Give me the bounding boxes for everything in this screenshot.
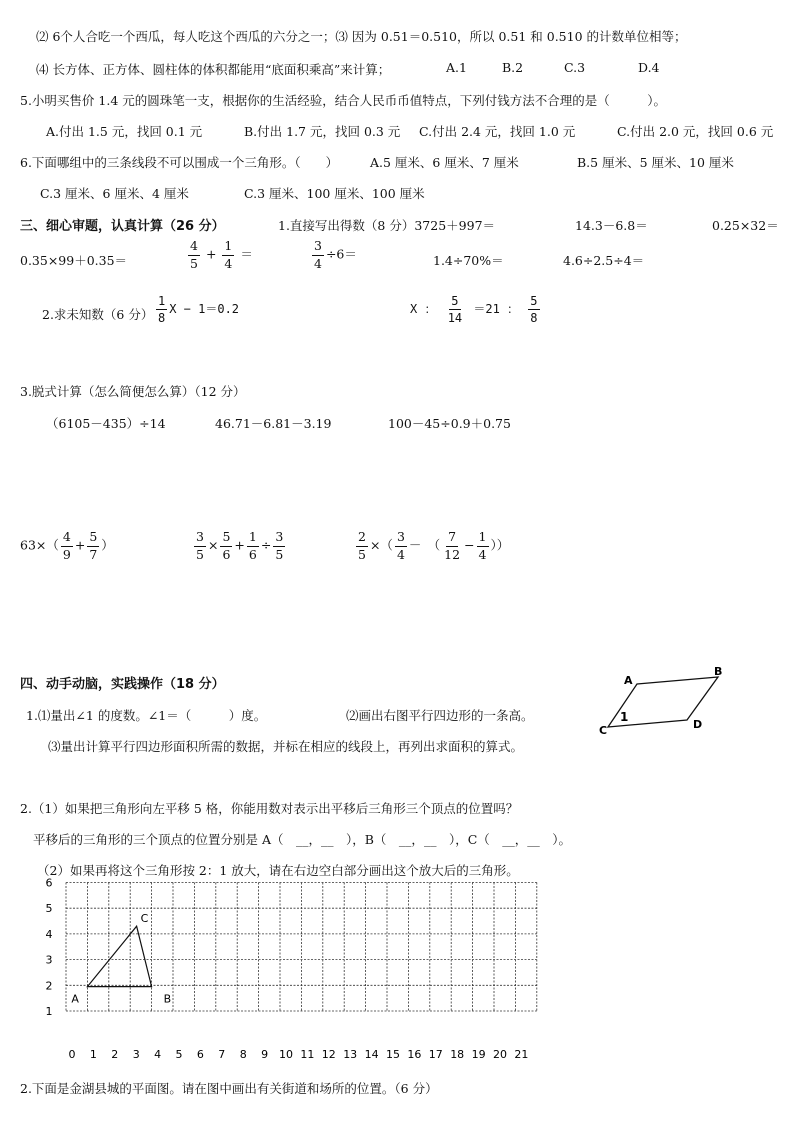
- x-axis-label: 19: [471, 1048, 486, 1060]
- q3-map: 2.下面是金湖县城的平面图。请在图中画出有关街道和场所的位置。（6 分）: [20, 1081, 438, 1096]
- q4-choice-d: D.4: [638, 60, 660, 75]
- calc-item-2: 14.3－6.8＝: [575, 218, 648, 233]
- x-axis-label: 1: [89, 1048, 97, 1060]
- x-axis-label: 4: [154, 1048, 162, 1060]
- step-calc-1: （6105－435）÷14: [46, 416, 166, 431]
- x-axis-label: 18: [450, 1048, 465, 1060]
- vertex-a-label: A: [624, 674, 633, 687]
- step-calc-4: 63×（ $\frac{4}{9}$ + $\frac{5}{7}$ ）: [20, 529, 114, 562]
- direct-calc-prompt: 1.直接写出得数（8 分）3725＋997＝: [278, 218, 496, 233]
- q5-choice-a: A.付出 1.5 元，找回 0.1 元: [46, 124, 203, 139]
- x-axis-label: 10: [279, 1048, 293, 1060]
- q1-measure-angle: 1.⑴量出∠1 的度数。∠1＝（ ）度。: [26, 708, 267, 723]
- q2-translate: 2.（1）如果把三角形向左平移 5 格，你能用数对表示出平移后三角形三个顶点的位置吗？: [20, 801, 519, 816]
- section-3-heading: 三、细心审题，认真计算（26 分）: [20, 219, 225, 234]
- q5-stem: 5.小明买售价 1.4 元的圆珠笔一支，根据你的生活经验，结合人民币币值特点，下列付钱方法不合理的是（ ）。: [20, 93, 667, 108]
- equation-1: $\frac{1}{8}$ X − 1＝0.2: [158, 294, 240, 325]
- q4-option-2-3: ⑵ 6个人合吃一个西瓜，每人吃这个西瓜的六分之一；⑶ 因为 0.51＝0.510，所以 0.51 和 0.510 的计数单位相等；: [36, 29, 687, 44]
- triangle-abc: [87, 926, 151, 986]
- q5-choice-d: C.付出 2.0 元，找回 0.6 元: [617, 124, 774, 139]
- q6-choice-c: C.3 厘米、6 厘米、4 厘米: [40, 186, 189, 201]
- x-axis-label: 5: [175, 1048, 183, 1060]
- q2-vertex-positions: 平移后的三角形的三个顶点的位置分别是 A（ __，__ ），B（ __，__ ），C（ __，__ ）。: [33, 832, 572, 847]
- x-axis-label: 6: [196, 1048, 204, 1060]
- q6-choice-b: B.5 厘米、5 厘米、10 厘米: [577, 155, 734, 170]
- q6-stem: 6.下面哪组中的三条线段不可以围成一个三角形。（ ）: [20, 155, 339, 170]
- x-axis-label: 21: [514, 1048, 529, 1060]
- q1-draw-height: ⑵画出右图平行四边形的一条高。: [346, 708, 534, 723]
- x-axis-label: 3: [132, 1048, 140, 1060]
- q4-choice-b: B.2: [502, 60, 524, 75]
- q2-enlarge: （2）如果再将这个三角形按 2：1 放大，请在右边空白部分画出这个放大后的三角形。: [37, 863, 519, 878]
- x-axis-label: 7: [218, 1048, 226, 1060]
- q4-option-4: ⑷ 长方体、正方体、圆柱体的体积都能用“底面积乘高”来计算；: [36, 62, 391, 77]
- y-axis-label: 5: [45, 902, 53, 916]
- y-axis-label: 4: [45, 927, 53, 941]
- x-axis-label: 11: [300, 1048, 315, 1060]
- vertex-b-label: B: [714, 665, 723, 678]
- q1-area-formula: ⑶量出计算平行四边形面积所需的数据，并标在相应的线段上，再列出求面积的算式。: [48, 739, 524, 754]
- step-calc-3: 100－45÷0.9＋0.75: [388, 416, 511, 431]
- calc-item-8: 4.6÷2.5÷4＝: [563, 253, 645, 268]
- angle-1-label: 1: [620, 710, 629, 724]
- x-axis-label: 12: [321, 1048, 336, 1060]
- x-axis-label: 20: [493, 1048, 507, 1060]
- x-axis-label: 13: [343, 1048, 358, 1060]
- x-axis-label: 17: [428, 1048, 443, 1060]
- coordinate-grid: [40, 874, 570, 1060]
- x-axis-label: 9: [261, 1048, 269, 1060]
- section-4-heading: 四、动手动脑，实践操作（18 分）: [20, 677, 225, 692]
- y-axis-label: 2: [45, 979, 53, 993]
- step-calc-prompt: 3.脱式计算（怎么简便怎么算）（12 分）: [20, 384, 246, 399]
- calc-item-3: 0.25×32＝: [712, 218, 779, 233]
- equation-2: X ： $\frac{5}{14}$ ＝21 ： $\frac{5}{8}$: [410, 294, 538, 325]
- q6-choice-d: C.3 厘米、100 厘米、100 厘米: [244, 186, 425, 201]
- q4-choice-a: A.1: [446, 60, 467, 75]
- solve-unknown-prompt: 2.求未知数（6 分）: [42, 307, 154, 322]
- q5-choice-b: B.付出 1.7 元，找回 0.3 元: [244, 124, 401, 139]
- y-axis-label: 1: [45, 1005, 53, 1018]
- calc-item-5: $\frac{4}{5}$ + $\frac{1}{4}$ ＝: [190, 238, 253, 271]
- q5-choice-c: C.付出 2.4 元，找回 1.0 元: [419, 124, 576, 139]
- calc-item-4: 0.35×99＋0.35＝: [20, 253, 128, 268]
- x-axis-label: 15: [386, 1048, 400, 1060]
- step-calc-5: $\frac{3}{5}$ × $\frac{5}{6}$ + $\frac{1}{6}$ ÷ $\frac{3}{5}$: [196, 529, 284, 562]
- parallelogram-figure: [592, 662, 732, 738]
- vertex-d-label: D: [693, 718, 703, 731]
- x-axis-label: 14: [364, 1048, 379, 1060]
- vertex-c-label: C: [599, 724, 608, 737]
- step-calc-6: $\frac{2}{5}$ ×（ $\frac{3}{4}$ － （ $\frac{7}{12}$ − $\frac{1}{4}$ ））: [358, 529, 510, 562]
- triangle-vertex-b-label: B: [163, 992, 172, 1006]
- triangle-vertex-a-label: A: [71, 992, 79, 1006]
- q6-choice-a: A.5 厘米、6 厘米、7 厘米: [370, 155, 519, 170]
- y-axis-label: 6: [45, 876, 53, 890]
- y-axis-label: 3: [45, 953, 53, 967]
- calc-item-6: $\frac{3}{4}$ ÷6＝: [314, 238, 357, 271]
- q4-choice-c: C.3: [564, 60, 586, 75]
- step-calc-2: 46.71－6.81－3.19: [215, 416, 332, 431]
- x-axis-label: 2: [111, 1048, 119, 1060]
- calc-item-7: 1.4÷70%＝: [433, 253, 504, 268]
- triangle-vertex-c-label: C: [140, 912, 149, 926]
- x-axis-label: 0: [68, 1048, 76, 1060]
- x-axis-label: 8: [239, 1048, 247, 1060]
- x-axis-label: 16: [407, 1048, 422, 1060]
